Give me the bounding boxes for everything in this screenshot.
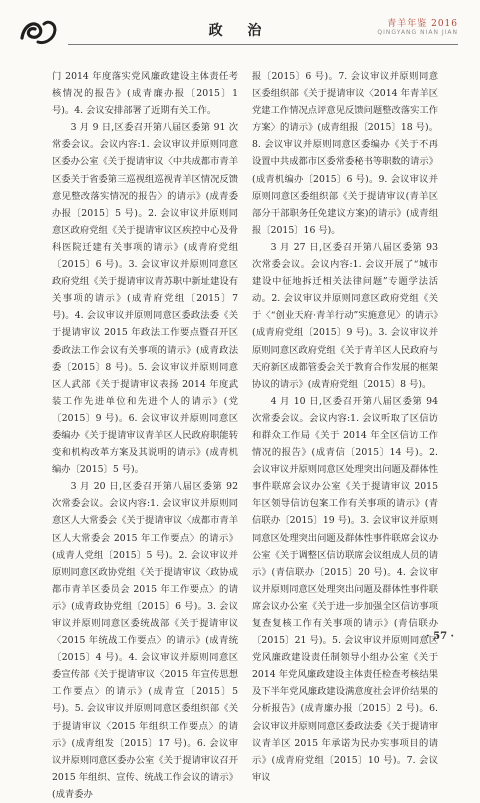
paragraph: 报〔2015〕6 号)。7. 会议审议并原则同意区委组织部《关于提请审议〈2014 年青羊区党建工作情况点评意见反馈问题整改落实工作方案〉的请示》(成青组报〔2015〕18 号)。8. 会议审议并原则同意区委编办《关于不再设置中共成都市区委常委秘书等职数的请示》(成青机编办〔2015〕6 号)。9. 会议审议并原则同意区委组织部《关于提请审议(青羊区部分干部职务任免建议方案)的请示》(成青组报〔2015〕16 号)。 <box>252 71 438 236</box>
paragraph: 4 月 10 日,区委召开第八届区委第 94 次常委会议。会议内容:1. 会议听取了区信访和群众工作局《关于 2014 年全区信访工作情况的报告》(成青信〔2015〕14 号)。2. 会议审议并原则同意区处理突出问题及群体性事件联席会议办公室《关于提请审议 2015 年区领导信访包案工作有关事项的请示》(青信联办〔2015〕19 号)。3. 会议审议并原则同意区处理突出问题及群体性事件联席会议办公室《关于调整区信访联席会议组成人员的请示》(青信联办〔2015〕20 号)。4. 会议审议并原则同意区处理突出问题及群体性事件联席会议办公室《关于进一步加强全区信访事项复查复核工作有关事项的请示》(青信联办〔2015〕21 号)。5. 会议审议并原则同意区党风廉政建设责任制领导小组办公室《关于 2014 年党风廉政建设主体责任检查考核结果及下半年党风廉政建设满意度社会评价结果的分析报告》(成青廉办报〔2015〕2 号)。6. 会议审议并原则同意区委政法委《关于提请审议青羊区 2015 年承诺为民办实事项目的请示》(成青府党组〔2015〕10 号)。7. 会议审议 <box>252 395 438 783</box>
header-divider <box>68 44 458 45</box>
right-text-column <box>252 68 438 783</box>
paragraph: 3 月 9 日,区委召开第八届区委第 91 次常委会议。会议内容:1. 会议审议并原则同意区委办公室《关于提请审议〈中共成都市青羊区委关于省委第三巡视组巡视青羊区情况反馈意见整改落实情况的报告〉的请示》(成青委办报〔2015〕5 号)。2. 会议审议并原则同意区政府党组《关于提请审议区疾控中心及骨科医院迁建有关事项的请示》(成青府党组〔2015〕6 号)。3. 会议审议并原则同意区政府党组《关于提请审议青苏职中新址建设有关事项的请示》(成青府党组〔2015〕7 号)。4. 会议审议并原则同意区委政法委《关于提请审议 2015 年政法工作要点暨召开区委政法工作会议有关事项的请示》(成青政法委〔2015〕8 号)。5. 会议审议并原则同意区人武部《关于提请审议表扬 2014 年度武装工作先进单位和先进个人的请示》(党〔2015〕9 号)。6. 会议审议并原则同意区委编办《关于提请审议青羊区人民政府职能转变和机构改革方案及其说明的请示》(成青机编办〔2015〕5 号)。 <box>52 122 238 476</box>
paragraph: 3 月 27 日,区委召开第八届区委第 93 次常委会议。会议内容:1. 会议开展了“城市建设中征地拆迁相关法律问题”专题学法活动。2. 会议审议并原则同意区政府党组《关于〈“创业天府·青羊行动”实施意见〉的请示》(成青府党组〔2015〕9 号)。3. 会议审议并原则同意区政府党组《关于青羊区人民政府与天府新区成都管委会关于教育合作发展的框架协议的请示》(成青府党组〔2015〕8 号)。 <box>252 241 438 390</box>
left-text-column <box>52 68 238 800</box>
yearbook-brand-pinyin: QINGYANG NIAN JIAN <box>377 29 458 36</box>
page-header <box>0 0 480 58</box>
yearbook-brand: 青羊年鉴 2016 <box>387 19 458 29</box>
paragraph: 3 月 20 日,区委召开第八届区委第 92 次常委会议。会议内容:1. 会议审议并原则同意区人大常委会《关于提请审议〈成都市青羊区人大常委会 2015 年工作要点〉的请示》(成青人党组〔2015〕5 号)。2. 会议审议并原则同意区政协党组《关于提请审议〈政协成都市青羊区委员会 2015 年工作要点〉的请示》(成青政协党组〔2015〕6 号)。3. 会议审议并原则同意区委统战部《关于提请审议〈2015 年统战工作要点〉的请示》(成青统〔2015〕4 号)。4. 会议审议并原则同意区委宣传部《关于提请审议〈2015 年宣传思想工作要点〉的请示》(成青宣〔2015〕5 号)。5. 会议审议并原则同意区委组织部《关于提请审议〈2015 年组织工作要点〉的请示》(成青组发〔2015〕17 号)。6. 会议审议并原则同意区委办公室《关于提请审议召开 2015 年组织、宣传、统战工作会议的请示》(成青委办 <box>52 481 238 800</box>
section-title: 政 治 <box>208 23 272 39</box>
paragraph: 门 2014 年度落实党风廉政建设主体责任考核情况的报告》(成青廉办报〔2015〕1 号)。4. 会议安排部署了近期有关工作。 <box>52 71 238 117</box>
page-number: · 57 · <box>426 631 454 642</box>
